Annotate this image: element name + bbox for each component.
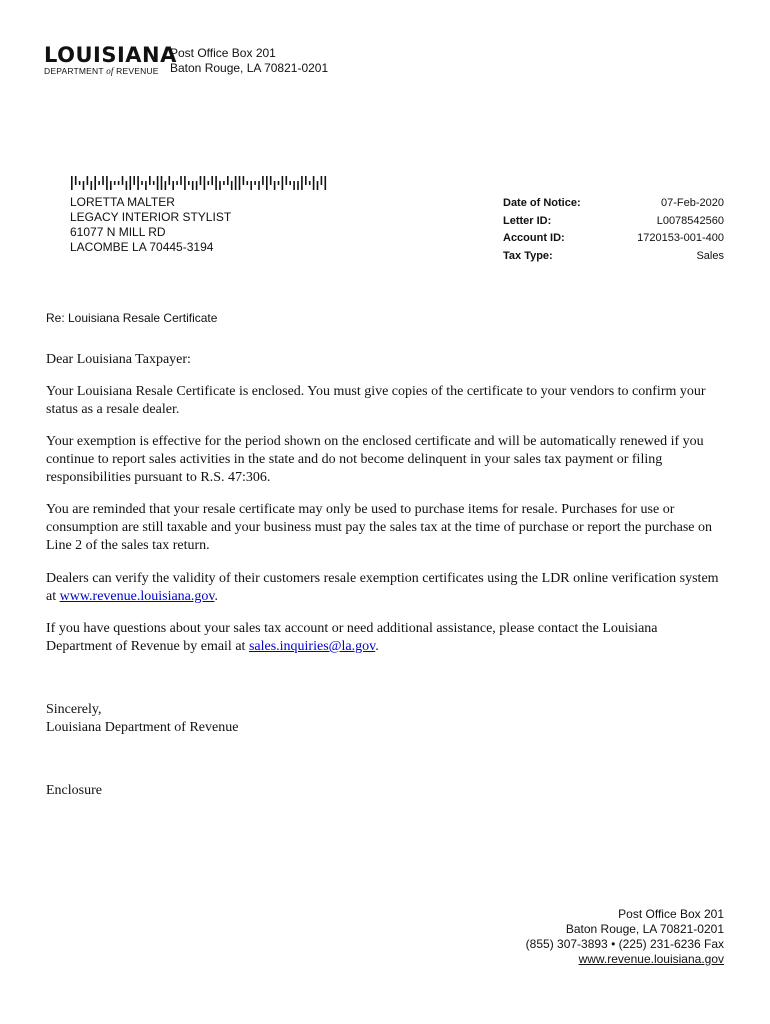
tax-type-value: Sales — [696, 249, 724, 262]
account-id-value: 1720153-001-400 — [637, 232, 724, 244]
recipient-city: LACOMBE LA 70445-3194 — [70, 240, 214, 254]
logo-wordmark: LOUISIANA — [44, 43, 177, 67]
logo-sub-left: DEPARTMENT — [44, 66, 104, 76]
salutation: Dear Louisiana Taxpayer: — [46, 352, 191, 367]
notice-details — [503, 195, 724, 265]
recipient-street: 61077 N MILL RD — [70, 225, 166, 239]
closing: Sincerely, — [46, 702, 102, 717]
detail-row-taxtype — [503, 248, 724, 266]
detail-row-date — [503, 195, 724, 213]
footer-phone: (855) 307-3893 • (225) 231-6236 Fax — [525, 937, 724, 951]
logo-subtitle — [44, 66, 166, 76]
letter-id-value: L0078542560 — [656, 214, 724, 227]
detail-row-account — [503, 230, 724, 248]
paragraph-verify — [46, 570, 726, 606]
enclosure-note: Enclosure — [46, 783, 102, 798]
contact-text: If you have questions about your sales tax account or need additional assistance, please contact the Louisiana Department of Revenue by email at — [46, 621, 658, 654]
paragraph-enclosed: Your Louisiana Resale Certificate is enclosed. You must give copies of the certificate to your vendors to confirm your status as a resale dealer. — [46, 384, 706, 417]
footer-website-link[interactable]: www.revenue.louisiana.gov — [578, 952, 724, 966]
sales-email-link[interactable]: sales.inquiries@la.gov — [248, 639, 376, 654]
tax-type-label: Tax Type: — [503, 249, 553, 262]
ldr-logo — [44, 43, 177, 84]
verify-text: Dealers can verify the validity of their customers resale exemption certificates using the LDR online verification system at — [46, 571, 719, 604]
paragraph-contact — [46, 620, 726, 656]
recipient-business: LEGACY INTERIOR STYLIST — [70, 210, 232, 224]
verify-period: . — [214, 589, 218, 604]
logo-sub-right: REVENUE — [116, 66, 159, 76]
footer-line-2: Baton Rouge, LA 70821-0201 — [565, 922, 724, 936]
sender-line-2: Baton Rouge, LA 70821-0201 — [170, 61, 329, 75]
sender-line-1: Post Office Box 201 — [170, 46, 276, 60]
recipient-name: LORETTA MALTER — [70, 195, 175, 209]
account-id-label: Account ID: — [503, 232, 565, 244]
signature: Louisiana Department of Revenue — [46, 720, 239, 735]
date-value: 07-Feb-2020 — [661, 197, 724, 209]
postal-barcode — [70, 176, 332, 190]
recipient-address — [70, 195, 231, 255]
detail-row-letter — [503, 213, 724, 231]
subject-line: Re: Louisiana Resale Certificate — [46, 311, 218, 325]
footer-address — [526, 907, 724, 967]
revenue-website-link[interactable]: www.revenue.louisiana.gov — [59, 589, 215, 604]
letter-id-label: Letter ID: — [503, 214, 552, 227]
date-label: Date of Notice: — [503, 197, 581, 209]
sender-address — [170, 46, 328, 76]
footer-line-1: Post Office Box 201 — [618, 907, 724, 921]
paragraph-exemption: Your exemption is effective for the period shown on the enclosed certificate and will be automatically renewed if you continue to report sales activities in the state and do not become delinquent in your sales tax payment or filing responsibilities pursuant to R.S. 47:306. — [46, 434, 704, 485]
contact-period: . — [375, 639, 379, 654]
paragraph-reminder: You are reminded that your resale certificate may only be used to purchase items for resale. Purchases for use or consumption are still taxable and your business must pay the sales tax at the time of purchase or report the purchase on Line 2 of the sales tax return. — [46, 502, 712, 553]
logo-sub-of: of — [106, 66, 114, 76]
